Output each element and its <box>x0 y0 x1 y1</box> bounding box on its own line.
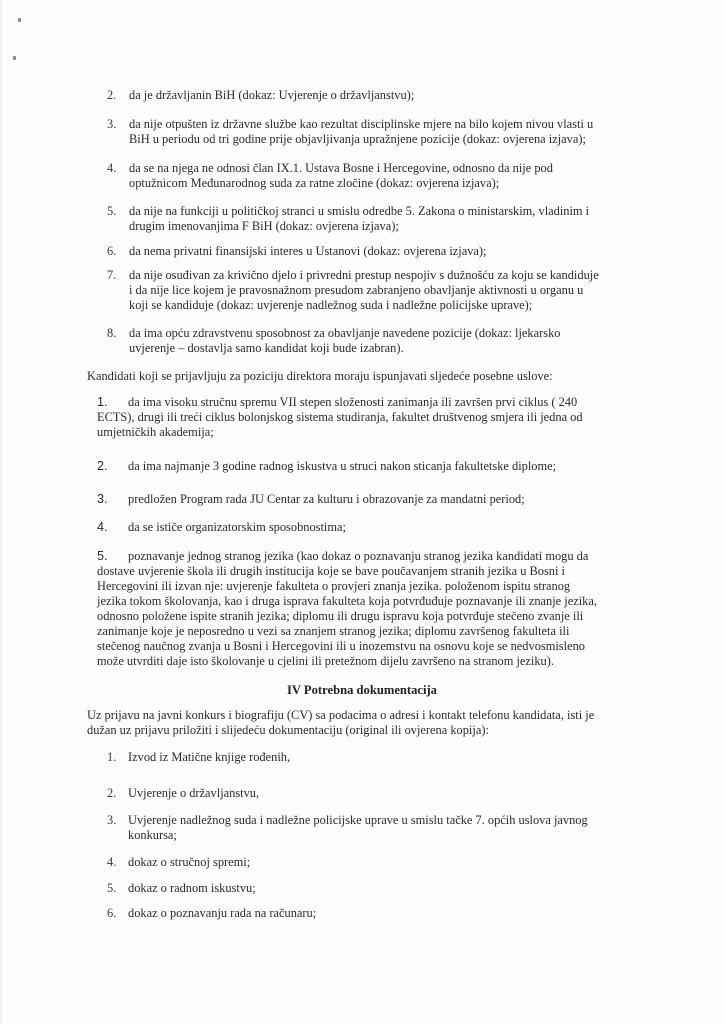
list-number: 1. <box>97 395 108 409</box>
list-number: 1. <box>107 750 117 764</box>
list-item-text: Uvjerenje o državljanstvu, <box>128 786 260 800</box>
list-item-text: odnosno položene ispite stranih jezika; diplomu ili drugu ispravu koja potvrđuje stečeno zvanje ili <box>97 609 584 623</box>
list-number: 4. <box>107 161 117 175</box>
scan-speck <box>13 56 16 60</box>
documentation-intro: Uz prijavu na javni konkurs i biografiju (CV) sa podacima o adresi i kontakt telefonu kandidata, isti je <box>87 708 595 722</box>
list-number: 5. <box>97 549 108 563</box>
section-heading: IV Potrebna dokumentacija <box>287 683 437 697</box>
list-item-text: jezika tokom školovanja, kao i druga isprava fakulteta koja potvrđuđuje poznavanje ili znanje jezika, <box>97 594 597 608</box>
list-item-text: da ima visoku stručnu spremu VII stepen složenosti zanimanja ili završen prvi ciklus ( 240 <box>128 395 578 409</box>
list-number: 3. <box>107 117 117 131</box>
documentation-intro: dužan uz prijavu priložiti i slijedeću dokumentaciju (original ili ovjerena kopija): <box>87 723 489 737</box>
list-item-text: da ima najmanje 3 godine radnog iskustva u struci nakon sticanja fakultetske diplome; <box>128 459 557 473</box>
list-item-text: da nije osuđivan za krivično djelo i privredni prestup nespojiv s dužnošću za koju se kandiduje <box>129 268 599 282</box>
list-item-text: da ima opću zdravstvenu sposobnost za obavljanje navedene pozicije (dokaz: ljekarsko <box>129 326 561 340</box>
list-item-text: da nije otpušten iz državne službe kao rezultat disciplinske mjere na bilo kojem nivou vlasti u <box>129 117 594 131</box>
list-number: 4. <box>107 855 117 869</box>
list-item-text: Izvod iz Matične knjige rođenih, <box>128 750 291 764</box>
list-item-text: koji se kandiduje (dokaz: uvjerenje nadležnog suda i nadležne policijske uprave); <box>129 298 533 312</box>
list-item-text: može utvrditi daje isto školovanje u cjelini ili pretežnom dijelu završeno na stranom jeziku). <box>97 654 554 668</box>
list-item-text: ECTS), drugi ili treći ciklus bolonjskog sistema studiranja, fakultet društvenog smjera ili jedna od <box>97 410 583 424</box>
list-number: 8. <box>107 326 117 340</box>
list-item-text: da je državljanin BiH (dokaz: Uvjerenje o državljanstvu); <box>129 88 415 102</box>
list-item-text: optužnicom Međunarodnog suda za ratne zločine (dokaz: ovjerena izjava); <box>129 176 500 190</box>
list-item-text: i da nije lice kojem je pravosnažnom presudom zabranjeno obavljanje aktivnosti u organu u <box>129 283 584 297</box>
list-item-text: umjetničkih akademija; <box>97 425 214 439</box>
list-item-text: predložen Program rada JU Centar za kulturu i obrazovanje za mandatni period; <box>128 492 525 506</box>
list-number: 2. <box>107 786 117 800</box>
list-number: 6. <box>107 906 117 920</box>
list-item-text: zanimanje koje je neposredno u vezi sa znanjem stranog jezika; diplomu završenog fakulteta ili <box>97 624 570 638</box>
list-number: 4. <box>97 520 108 534</box>
list-item-text: dokaz o poznavanju rada na računaru; <box>128 906 317 920</box>
list-number: 5. <box>107 204 117 218</box>
list-number: 2. <box>97 459 108 473</box>
list-item-text: da se ističe organizatorskim sposobnostima; <box>128 520 346 534</box>
scan-speck <box>18 18 21 22</box>
list-item-text: da se na njega ne odnosi član IX.1. Ustava Bosne i Hercegovine, odnosno da nije pod <box>129 161 553 175</box>
special-conditions-intro: Kandidati koji se prijavljuju za poziciju direktora moraju ispunjavati sljedeće posebne uslove: <box>87 369 553 383</box>
list-item-text: da nema privatni finansijski interes u Ustanovi (dokaz: ovjerena izjava); <box>129 244 487 258</box>
list-item-text: poznavanje jednog stranog jezika (kao dokaz o poznavanju stranog jezika kandidati mogu da <box>128 549 589 563</box>
list-number: 7. <box>107 268 117 282</box>
list-item-text: drugim imenovanjima F BiH (dokaz: ovjerena izjava); <box>129 219 399 233</box>
list-item-text: stečenog naučnog zvanja u Bosni i Hercegovini ili u inozemstvu na osnovu koje se nedvosmisleno <box>97 639 585 653</box>
scan-edge <box>0 0 2 1024</box>
list-item-text: da nije na funkciji u političkoj stranci u smislu odredbe 5. Zakona o ministarskim, vladinim i <box>129 204 590 218</box>
list-number: 5. <box>107 881 117 895</box>
list-item-text: uvjerenje – dostavlja samo kandidat koji bude izabran). <box>129 341 404 355</box>
list-item-text: dokaz o radnom iskustvu; <box>128 881 256 895</box>
list-item-text: Uvjerenje nadležnog suda i nadležne policijske uprave u smislu tačke 7. općih uslova javnog <box>128 813 588 827</box>
list-number: 3. <box>97 492 108 506</box>
list-number: 2. <box>107 88 117 102</box>
list-item-text: BiH u periodu od tri godine prije objavljivanja upražnjene pozicije (dokaz: ovjerena izjava); <box>129 132 586 146</box>
list-number: 3. <box>107 813 117 827</box>
list-item-text: Hercegovini ili izvan nje: uvjerenje fakulteta o provjeri znanja jezika. položenom ispitu stranog <box>97 579 571 593</box>
list-item-text: dokaz o stručnoj spremi; <box>128 855 251 869</box>
list-item-text: konkursa; <box>128 828 177 842</box>
list-number: 6. <box>107 244 117 258</box>
list-item-text: dostave uvjerenie škola ili drugih institucija koje se bave poučavanjem stranih jezika u Bosni i <box>97 564 565 578</box>
